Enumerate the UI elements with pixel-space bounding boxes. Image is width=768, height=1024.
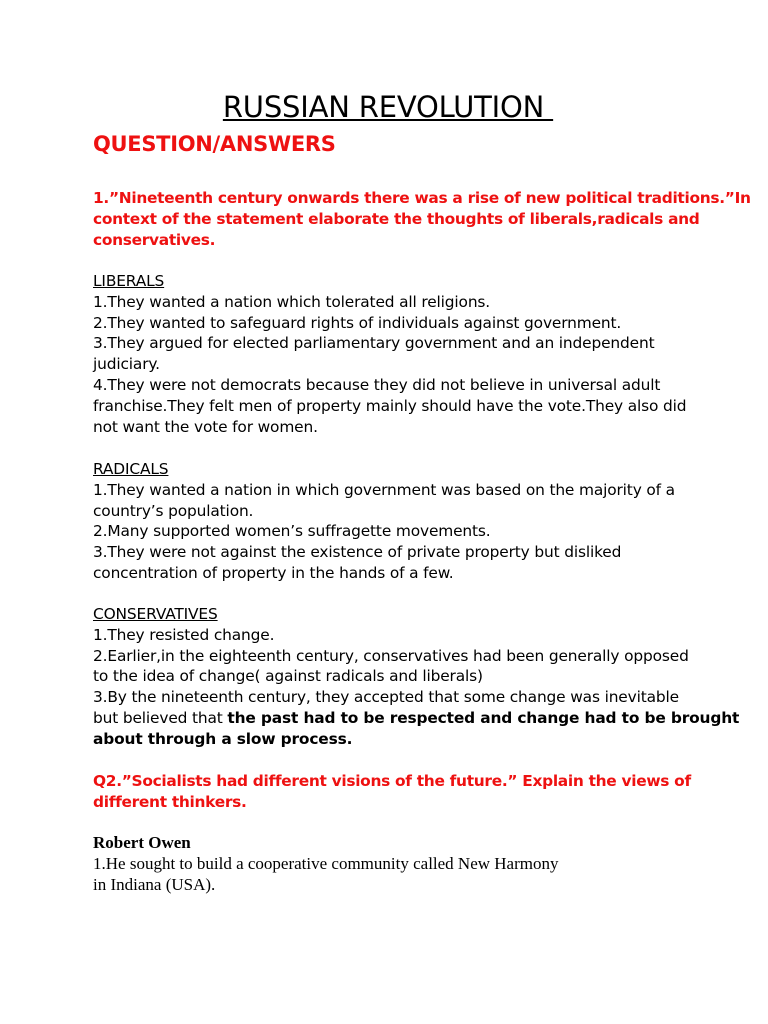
question-2-line: different thinkers.: [93, 792, 247, 811]
robert-owen-line: in Indiana (USA).: [93, 874, 216, 894]
liberals-line: franchise.They felt men of property mainly should have the vote.They also did: [93, 396, 687, 415]
radicals-line: 2.Many supported women’s suffragette movements.: [93, 522, 491, 541]
question-1: [93, 188, 751, 250]
robert-owen-line: 1.He sought to build a cooperative community called New Harmony: [93, 853, 559, 873]
conservatives-heading: CONSERVATIVES: [93, 605, 218, 623]
radicals-line: concentration of property in the hands of a few.: [93, 563, 454, 582]
liberals-line: 3.They argued for elected parliamentary government and an independent: [93, 334, 655, 353]
liberals-line: 1.They wanted a nation which tolerated all religions.: [93, 292, 491, 311]
conservatives-line: 3.By the nineteenth century, they accepted that some change was inevitable: [93, 688, 679, 707]
radicals-line: 1.They wanted a nation in which government was based on the majority of a: [93, 480, 675, 499]
radicals-section: [93, 459, 683, 584]
question-1-line: context of the statement elaborate the thoughts of liberals,radicals and: [93, 209, 700, 228]
document-title: RUSSIAN REVOLUTION: [222, 90, 554, 124]
liberals-section: [93, 271, 687, 437]
robert-owen-heading: Robert Owen: [93, 833, 191, 852]
liberals-line: 2.They wanted to safeguard rights of individuals against government.: [93, 313, 622, 332]
question-1-line: conservatives.: [93, 230, 216, 249]
liberals-line: 4.They were not democrats because they did not believe in universal adult: [93, 375, 661, 394]
conservatives-line: to the idea of change( against radicals and liberals): [93, 667, 483, 686]
radicals-line: country’s population.: [93, 501, 254, 520]
radicals-heading: RADICALS: [93, 460, 169, 478]
question-2-line: Q2.”Socialists had different visions of the future.” Explain the views of: [93, 772, 691, 790]
conservatives-line: 1.They resisted change.: [93, 625, 275, 644]
conservatives-line-bold: about through a slow process.: [93, 729, 353, 748]
radicals-line: 3.They were not against the existence of private property but disliked: [93, 543, 622, 562]
document-subtitle: QUESTION/ANSWERS: [93, 132, 336, 156]
question-2: [93, 771, 691, 813]
liberals-line: judiciary.: [93, 355, 160, 374]
liberals-heading: LIBERALS: [93, 272, 165, 290]
question-1-line: 1.”Nineteenth century onwards there was a rise of new political traditions.”In: [93, 189, 751, 207]
robert-owen-section: [93, 833, 683, 895]
conservatives-line: 2.Earlier,in the eighteenth century, conservatives had been generally opposed: [93, 646, 689, 665]
conservatives-section: [93, 604, 740, 750]
conservatives-line-bold: the past had to be respected and change had to be brought: [227, 708, 740, 727]
conservatives-line-plain: but believed that: [93, 708, 228, 727]
liberals-line: not want the vote for women.: [93, 417, 318, 436]
conservatives-line-mixed: [93, 708, 740, 729]
